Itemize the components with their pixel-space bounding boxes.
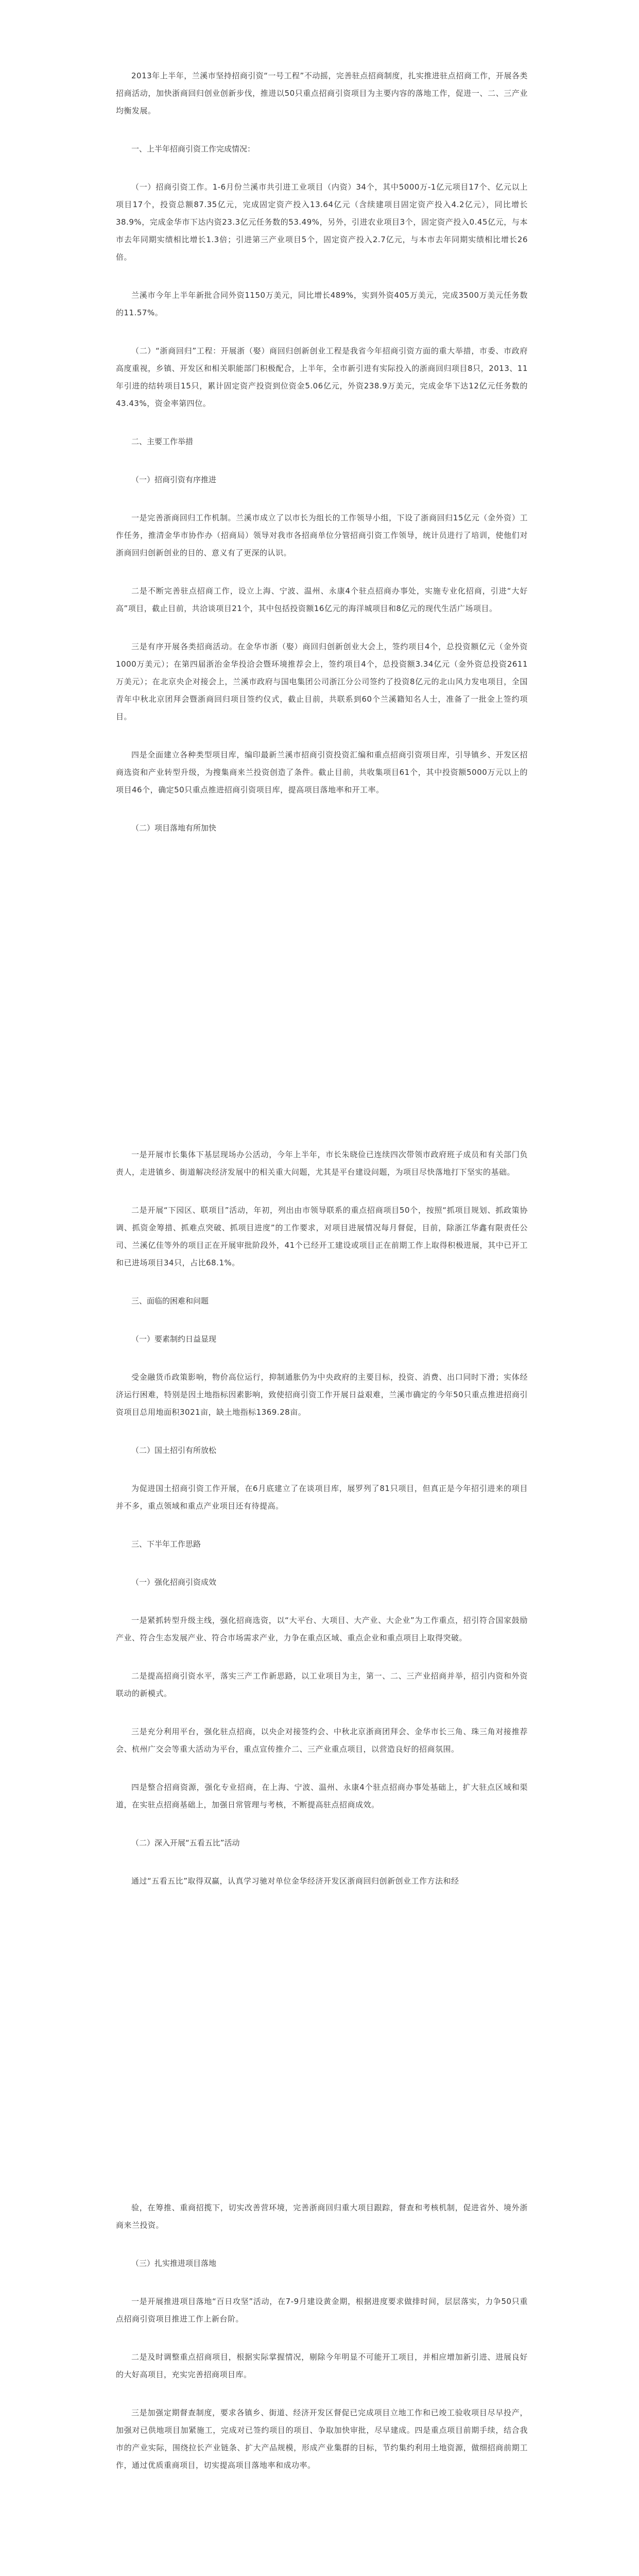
section-heading: （一）强化招商引资成效 [131, 1578, 217, 1587]
paragraph: 三是加强定期督查制度，要求各镇乡、街道、经济开发区督促已完成项目立地工作和已竣工验收项目尽早投产，加强对已供地项目加紧施工，完成对已签约项目的项目、争取加快审批，尽早建成。四是重点项目前期手续，结合我市的产业实际，围绕拉长产业链条、扩大产品规模，形成产业集群的目标，节约集约利用土地资源，做细招商前期工作，通过优质重商项目，切实提高项目落地率和成功率。 [116, 2408, 528, 2470]
paragraph: 四是全面建立各种类型项目库，编印最新兰溪市招商引资投资汇编和重点招商引资项目库，引导镇乡、开发区招商选资和产业转型升级，为搜集商来兰投资创造了条件。截止目前，共收集项目61个，其中投资额5000万元以上的项目46个，确定50只重点推进招商引资项目库，提高项目落地率和开工率。 [116, 750, 528, 794]
paragraph: 2013年上半年，兰溪市坚持招商引资“一号工程”不动摇，完善驻点招商制度，扎实推进驻点招商工作，开展各类招商活动，加快浙商回归创业创新步伐，推进以50只重点招商引资项目为主要内容的落地工作，促进一、二、三产业均衡发展。 [116, 71, 528, 115]
paragraph: （二）“浙商回归”工程：开展浙（娶）商回归创新创业工程是我省今年招商引资方面的重大举措，市委、市政府高度重视，乡镇、开发区和相关职能部门积极配合，上半年，全市新引进有实际投入的浙商回归项目8只，2013、11年引进的结转项目15只，累计固定资产投资到位资金5.06亿元，外资238.9万美元，完成金华下达12亿元任务数的43.43%，资金率第四位。 [116, 346, 528, 408]
paragraph: 三是有序开展各类招商活动。在金华市浙（娶）商回归创新创业大会上，签约项目4个，总投资额亿元（金外资1000万美元）；在第四届浙治金华投洽会暨环境推荐会上，签约项目4个，总投资额3.34亿元（金外资总投资2611万美元）；在北京央企对接会上，兰溪市政府与国电集团公司浙江分公司签约了投资8亿元的北山风力发电项目，全国青年中秋北京团拜会暨浙商回归项目签约仪式，截止目前，共联系到60个兰溪籍知名人士，准备了一批金上签约项目。 [116, 642, 528, 721]
section-heading: 二、主要工作举措 [131, 437, 194, 446]
paragraph: 验，在筹推、重商招揽下，切实改善营环境，完善浙商回归重大项目跟踪，督查和考核机制，促进省外、境外浙商来兰投资。 [116, 2203, 528, 2230]
paragraph: 二是开展“下园区、联项目”活动，年初，列出由市领导联系的重点招商项目50个，按照“抓项目规划、抓政策协调、抓资金筹措、抓难点突破、抓项目进度”的工作要求，对项目进展情况每月督促，目前，除浙江华鑫有限责任公司、兰溪亿佳等外的项目正在开展审批阶段外，41个已经开工建设或项目正在前期工作上取得积极进展，其中已开工和已进场项目34只，占比68.1%。 [116, 1206, 528, 1267]
section-heading: （三）扎实推进项目落地 [131, 2259, 217, 2268]
section-heading: 三、面临的困难和问题 [131, 1296, 209, 1306]
paragraph: 通过“五看五比”取得双赢，认真学习驰对单位金华经济开发区浙商回归创新创业工作方法和经 [131, 1876, 459, 1886]
section-heading: （一）要素制约日益显现 [131, 1334, 217, 1344]
paragraph: 一是开展推进项目落地“百日攻坚”活动，在7-9月建设黄金期，根据进度要求做排时间，层层落实，力争50只重点招商引资项目推进工作上新台阶。 [116, 2297, 528, 2324]
blank-space [116, 1910, 528, 2199]
paragraph: 一是开展市长集体下基层现场办公活动，今年上半年，市长朱晓俭已连续四次带领市政府班子成员和有关部门负责人，走进镇乡、街道解决经济发展中的相关重大问题，尤其是平台建设问题，为项目尽快落地打下坚实的基础。 [116, 1150, 528, 1177]
paragraph: 二是不断完善驻点招商工作，设立上海、宁波、温州、永康4个驻点招商办事处，实施专业化招商，引进“大好高”项目，截止目前，共洽谈项目21个，其中包括投资额16亿元的海洋城项目和8亿元的现代生活广场项目。 [116, 586, 528, 613]
paragraph: 兰溪市今年上半年新批合同外资1150万美元，同比增长489%，实到外资405万美元，完成3500万美元任务数的11.57%。 [116, 291, 528, 317]
section-heading: （二）国土招引有所放松 [131, 1446, 217, 1455]
paragraph: 二是提高招商引资水平，落实三产工作新思路，以工业项目为主，第一、二、三产业招商并举，招引内资和外资联动的新模式。 [116, 1671, 528, 1698]
paragraph: 三是充分利用平台，强化驻点招商，以央企对接签约会、中秋北京浙商团拜会、金华市长三角、珠三角对接推荐会、杭州广交会等重大活动为平台，重点宣传推介二、三产业重点项目，以营造良好的招商氛围。 [116, 1727, 528, 1754]
paragraph: 一是完善浙商回归工作机制。兰溪市成立了以市长为组长的工作领导小组，下设了浙商回归15亿元（金外资）工作任务，推清金华市协作办（招商局）领导对我市各招商单位分管招商引资工作领导，统计员进行了培训，使他们对浙商回归创新创业的目的、意义有了更深的认识。 [116, 513, 528, 557]
section-heading: 一、上半年招商引资工作完成情况： [131, 144, 255, 154]
blank-space [116, 857, 528, 1146]
paragraph: 四是整合招商资源，强化专业招商，在上海、宁波、温州、永康4个驻点招商办事处基础上，扩大驻点区域和渠道，在实驻点招商基础上，加强日常管理与考核，不断提高驻点招商成效。 [116, 1783, 528, 1809]
section-heading: 三、下半年工作思路 [131, 1539, 201, 1549]
paragraph: 二是及时调整重点招商项目，根据实际掌握情况，剔除今年明显不可能开工项目，并相应增加新引进、进展良好的大好高项目，充实完善招商项目库。 [116, 2352, 528, 2379]
section-heading: （一）招商引资有序推进 [131, 475, 217, 484]
section-heading: （二）项目落地有所加快 [131, 823, 217, 833]
paragraph: （一）招商引资工作。1-6月份兰溪市共引进工业项目（内资）34个，其中5000万-1亿元项目17个、亿元以上项目17个，投资总额87.35亿元，完成固定资产投入13.64亿元（含续建项目固定资产投入4.2亿元），同比增长38.9%，完成金华市下达内资23.3亿元任务数的53.49%，另外，引进农业项目3个，固定资产投入0.45亿元，与本市去年同期实绩相比增长1.3倍；引进第三产业项目5个，固定资产投入2.7亿元，与本市去年同期实绩相比增长26倍。 [116, 182, 528, 262]
paragraph: 受金融货币政策影响，物价高位运行，抑制通胀仍为中央政府的主要目标，投资、消费、出口同时下滑；实体经济运行困难，特别是因土地指标因素影响，致使招商引资工作开展日益艰难，兰溪市确定的今年50只重点推进招商引资项目总用地面积3021亩，缺土地指标1369.28亩。 [116, 1372, 528, 1417]
section-heading: （二）深入开展“五看五比”活动 [131, 1838, 240, 1848]
paragraph: 为促进国土招商引资工作开展，在6月底建立了在谈项目库，展罗列了81只项目，但真正是今年招引进来的项目并不多，重点领域和重点产业项目还有待提高。 [116, 1484, 528, 1511]
paragraph: 一是紧抓转型升级主线，强化招商选资，以“大平台、大项目、大产业、大企业”为工作重点，招引符合国家鼓励产业、符合生态发展产业、符合市场需求产业，力争在重点区域、重点企业和重点项目上取得突破。 [116, 1616, 528, 1642]
